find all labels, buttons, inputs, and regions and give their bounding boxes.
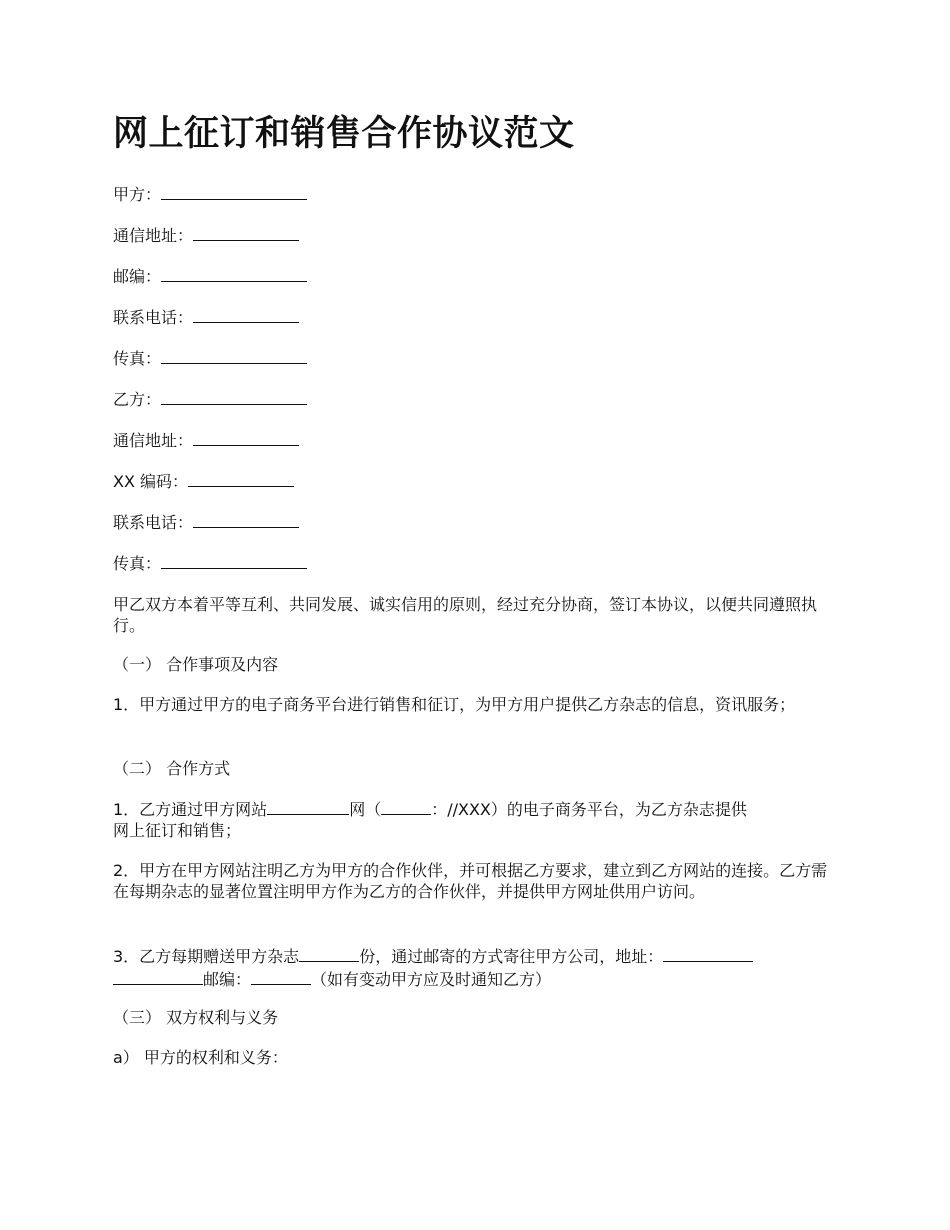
document-title: 网上征订和销售合作协议范文	[113, 114, 575, 154]
party-b-postcode-blank	[188, 469, 294, 487]
party-a-fax-blank	[161, 346, 307, 364]
website-name-blank	[267, 797, 349, 815]
party-b-address-label: 通信地址：	[113, 431, 194, 450]
party-a-address-label: 通信地址：	[113, 226, 194, 245]
copies-blank	[299, 944, 359, 962]
section-3-sub-a: a） 甲方的权利和义务：	[113, 1048, 288, 1067]
address-blank-2	[113, 967, 203, 985]
party-b-name-line	[113, 387, 307, 411]
section-2-item-3-text-c: 邮编：	[203, 970, 252, 989]
postcode-blank	[251, 967, 311, 985]
section-2-item-1-text-b: 网（	[349, 800, 382, 819]
party-b-fax-blank	[161, 551, 307, 569]
section-2-item-1-text-a: 1．乙方通过甲方网站	[113, 800, 268, 819]
party-b-fax-label: 传真：	[113, 554, 162, 573]
section-2-item-1-text-c: ：//XXX）的电子商务平台，为乙方杂志提供	[431, 800, 747, 819]
section-2-item-3-text-b: 份，通过邮寄的方式寄往甲方公司，地址：	[359, 947, 664, 966]
party-a-postcode-label: 邮编：	[113, 267, 162, 286]
section-1-heading: （一） 合作事项及内容	[113, 655, 279, 674]
party-a-name-line	[113, 182, 307, 206]
party-a-phone-line	[113, 305, 299, 329]
party-b-postcode-label: XX 编码：	[113, 472, 189, 491]
party-a-name-blank	[161, 182, 307, 200]
section-3-heading: （三） 双方权利与义务	[113, 1008, 279, 1027]
party-a-fax-label: 传真：	[113, 349, 162, 368]
section-1-item-1: 1．甲方通过甲方的电子商务平台进行销售和征订，为甲方用户提供乙方杂志的信息，资讯服务；	[113, 695, 796, 714]
party-b-name-label: 乙方：	[113, 390, 162, 409]
address-blank-1	[663, 944, 753, 962]
intro-paragraph: 甲乙双方本着平等互利、共同发展、诚实信用的原则，经过充分协商，签订本协议，以便共同遵照执行。	[113, 595, 818, 635]
party-a-postcode-blank	[161, 264, 307, 282]
party-b-address-blank	[193, 428, 299, 446]
party-b-address-line	[113, 428, 299, 452]
section-2-item-3-text-a: 3．乙方每期赠送甲方杂志	[113, 947, 300, 966]
party-b-phone-line	[113, 510, 299, 534]
party-a-name-label: 甲方：	[113, 185, 162, 204]
party-b-postcode-line	[113, 469, 294, 493]
section-2-item-2: 2．甲方在甲方网站注明乙方为甲方的合作伙伴，并可根据乙方要求，建立到乙方网站的连接。乙方需在每期杂志的显著位置注明甲方作为乙方的合作伙伴，并提供甲方网址供用户访问。	[113, 861, 828, 901]
url-protocol-blank	[381, 797, 431, 815]
party-a-postcode-line	[113, 264, 307, 288]
party-a-address-blank	[193, 223, 299, 241]
section-2-item-3	[113, 944, 840, 990]
section-2-item-3-text-d: （如有变动甲方应及时通知乙方）	[311, 970, 552, 989]
party-a-fax-line	[113, 346, 307, 370]
party-b-fax-line	[113, 551, 307, 575]
party-b-phone-label: 联系电话：	[113, 513, 194, 532]
party-a-phone-label: 联系电话：	[113, 308, 194, 327]
section-2-item-1-text-d: 网上征订和销售；	[113, 821, 242, 840]
party-b-name-blank	[161, 387, 307, 405]
section-2-item-1	[113, 797, 840, 841]
section-2-heading: （二） 合作方式	[113, 759, 231, 778]
party-a-address-line	[113, 223, 299, 247]
party-b-phone-blank	[193, 510, 299, 528]
party-a-phone-blank	[193, 305, 299, 323]
